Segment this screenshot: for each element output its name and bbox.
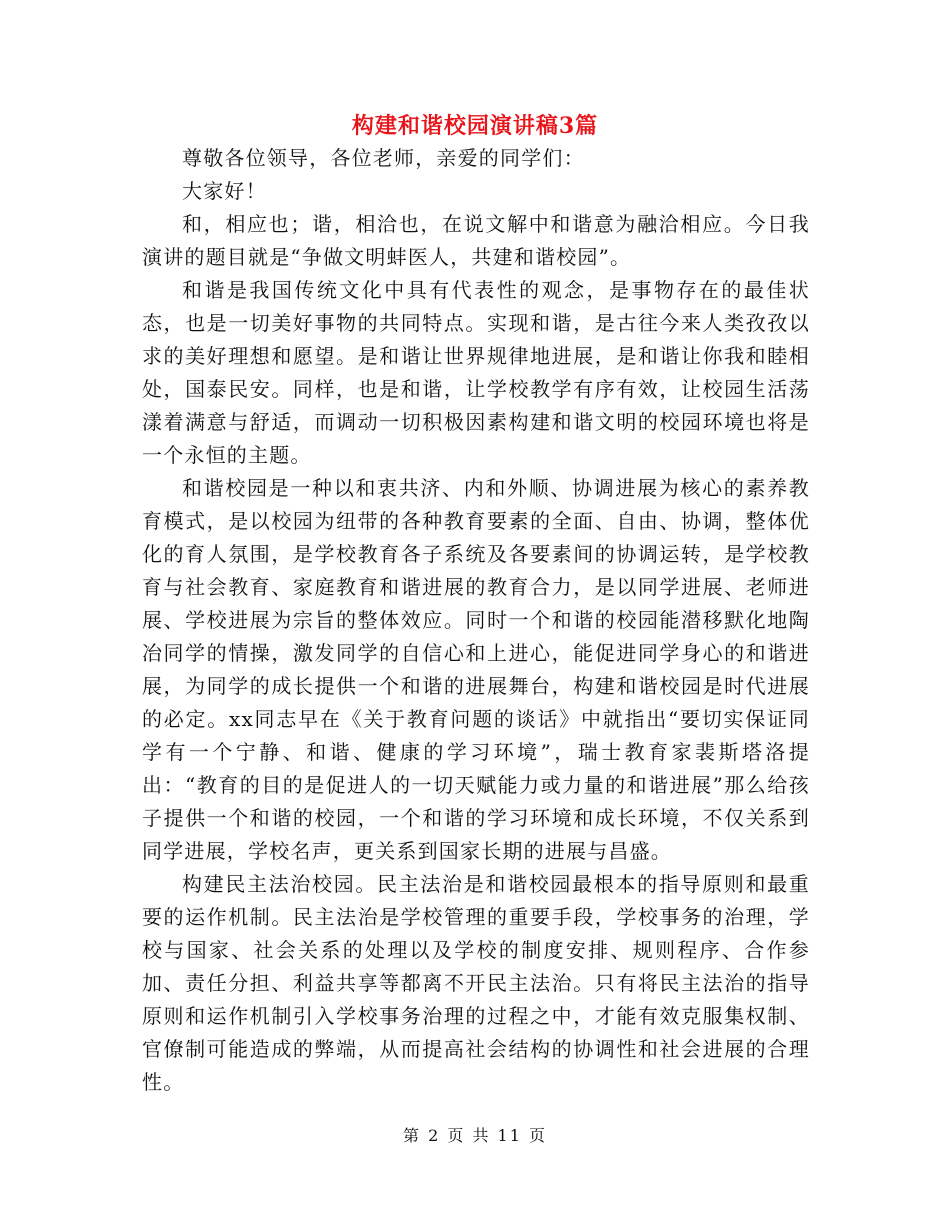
body-paragraph: 和谐是我国传统文化中具有代表性的观念，是事物存在的最佳状态，也是一切美好事物的共同特点。实现和谐，是古往今来人类孜孜以求的美好理想和愿望。是和谐让世界规律地进展，是和谐让你我和睦相处，国泰民安。同样，也是和谐，让学校教学有序有效，让校园生活荡漾着满意与舒适，而调动一切积极因素构建和谐文明的校园环境也将是一个永恒的主题。: [142, 278, 810, 467]
body-paragraph: 构建民主法治校园。民主法治是和谐校园最根本的指导原则和最重要的运作机制。民主法治是学校管理的重要手段，学校事务的治理，学校与国家、社会关系的处理以及学校的制度安排、规则程序、合作参加、责任分担、利益共享等都离不开民主法治。只有将民主法治的指导原则和运作机制引入学校事务治理的过程之中，才能有效克服集权制、官僚制可能造成的弊端，从而提高社会结构的协调性和社会进展的合理性。: [142, 872, 810, 1094]
body-paragraph: 和，相应也；谐，相洽也，在说文解中和谐意为融洽相应。今日我演讲的题目就是“争做文明蚌医人，共建和谐校园”。: [142, 212, 810, 269]
salutation: 尊敬各位领导，各位老师，亲爱的同学们：: [182, 146, 585, 170]
page-number-footer: 第 2 页 共 11 页: [403, 1126, 547, 1145]
body-paragraph: 和谐校园是一种以和衷共济、内和外顺、协调进展为核心的素养教育模式，是以校园为纽带的各种教育要素的全面、自由、协调，整体优化的育人氛围，是学校教育各子系统及各要素间的协调运转，是学校教育与社会教育、家庭教育和谐进展的教育合力，是以同学进展、老师进展、学校进展为宗旨的整体效应。同时一个和谐的校园能潜移默化地陶冶同学的情操，激发同学的自信心和上进心，能促进同学身心的和谐进展，为同学的成长提供一个和谐的进展舞台，构建和谐校园是时代进展的必定。xx同志早在《关于教育问题的谈话》中就指出“要切实保证同学有一个宁静、和谐、健康的学习环境”，瑞士教育家裴斯塔洛提出：“教育的目的是促进人的一切天赋能力或力量的和谐进展”那么给孩子提供一个和谐的校园，一个和谐的学习环境和成长环境，不仅关系到同学进展，学校名声，更关系到国家长期的进展与昌盛。: [142, 476, 810, 863]
document-title: 构建和谐校园演讲稿3篇: [351, 113, 599, 139]
document-body: [142, 142, 810, 1099]
greeting: 大家好！: [182, 179, 267, 203]
